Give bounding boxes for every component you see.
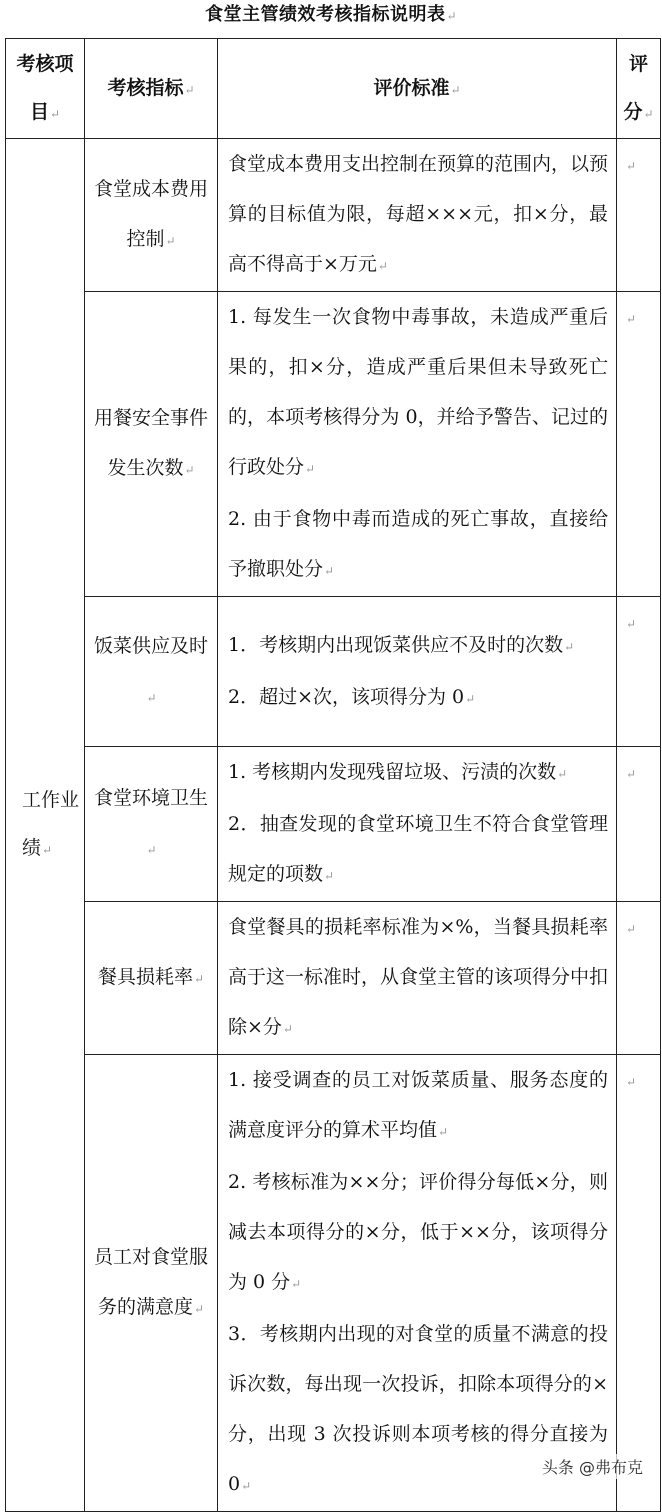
project-cell: 工作业绩↵ (6, 139, 85, 1512)
header-indicator: 考核指标↵ (85, 39, 218, 139)
table-row (6, 1055, 661, 1512)
table-row (6, 139, 661, 292)
score-cell[interactable]: ↵ (617, 292, 661, 597)
indicator-cell: 饭菜供应及时↵ (85, 597, 218, 747)
header-row (6, 39, 661, 139)
header-standard: 评价标准↵ (218, 39, 617, 139)
standard-cell: 1．考核期内出现饭菜供应不及时的次数↵ 2．超过×次，该项得分为 0↵ (218, 597, 617, 747)
score-cell[interactable]: ↵ (617, 747, 661, 902)
table-row (6, 597, 661, 747)
standard-cell: 食堂成本费用支出控制在预算的范围内，以预算的目标值为限，每超×××元，扣×分，最高不得高于×万元↵ (218, 139, 617, 292)
header-score: 评分↵ (617, 39, 661, 139)
header-project: 考核项目↵ (6, 39, 85, 139)
document-title (0, 0, 662, 34)
indicator-cell: 食堂环境卫生↵ (85, 747, 218, 902)
indicator-cell: 员工对食堂服务的满意度↵ (85, 1055, 218, 1512)
title-text: 食堂主管绩效考核指标说明表 (204, 4, 446, 25)
standard-cell: 食堂餐具的损耗率标准为×%，当餐具损耗率高于这一标准时，从食堂主管的该项得分中扣除×分↵ (218, 902, 617, 1055)
table-row (6, 292, 661, 597)
standard-cell: 1. 考核期内发现残留垃圾、污渍的次数↵ 2．抽查发现的食堂环境卫生不符合食堂管理规定的项数↵ (218, 747, 617, 902)
indicator-cell: 餐具损耗率↵ (85, 902, 218, 1055)
table-row (6, 747, 661, 902)
watermark: 头条 @弗布克 (539, 1454, 646, 1479)
score-cell[interactable]: ↵ (617, 1055, 661, 1512)
return-mark-icon: ↵ (446, 9, 458, 23)
standard-cell: 1. 每发生一次食物中毒事故，未造成严重后果的，扣×分，造成严重后果但未导致死亡的，本项考核得分为 0，并给予警告、记过的行政处分↵ 2. 由于食物中毒而造成的死亡事故，直接给予撤职处分↵ (218, 292, 617, 597)
kpi-table (5, 38, 661, 1512)
indicator-cell: 用餐安全事件发生次数↵ (85, 292, 218, 597)
table-row (6, 902, 661, 1055)
indicator-cell: 食堂成本费用控制↵ (85, 139, 218, 292)
score-cell[interactable]: ↵ (617, 902, 661, 1055)
standard-cell: 1. 接受调查的员工对饭菜质量、服务态度的满意度评分的算术平均值↵ 2. 考核标准为××分；评价得分每低×分，则减去本项得分的×分，低于××分，该项得分为 0 分↵ 3．考核期内出现的对食堂的质量不满意的投诉次数，每出现一次投诉，扣除本项得分的×分，出现 3 次投诉则本项考核的得分直接为 0↵ (218, 1055, 617, 1512)
score-cell[interactable]: ↵ (617, 139, 661, 292)
score-cell[interactable]: ↵ (617, 597, 661, 747)
